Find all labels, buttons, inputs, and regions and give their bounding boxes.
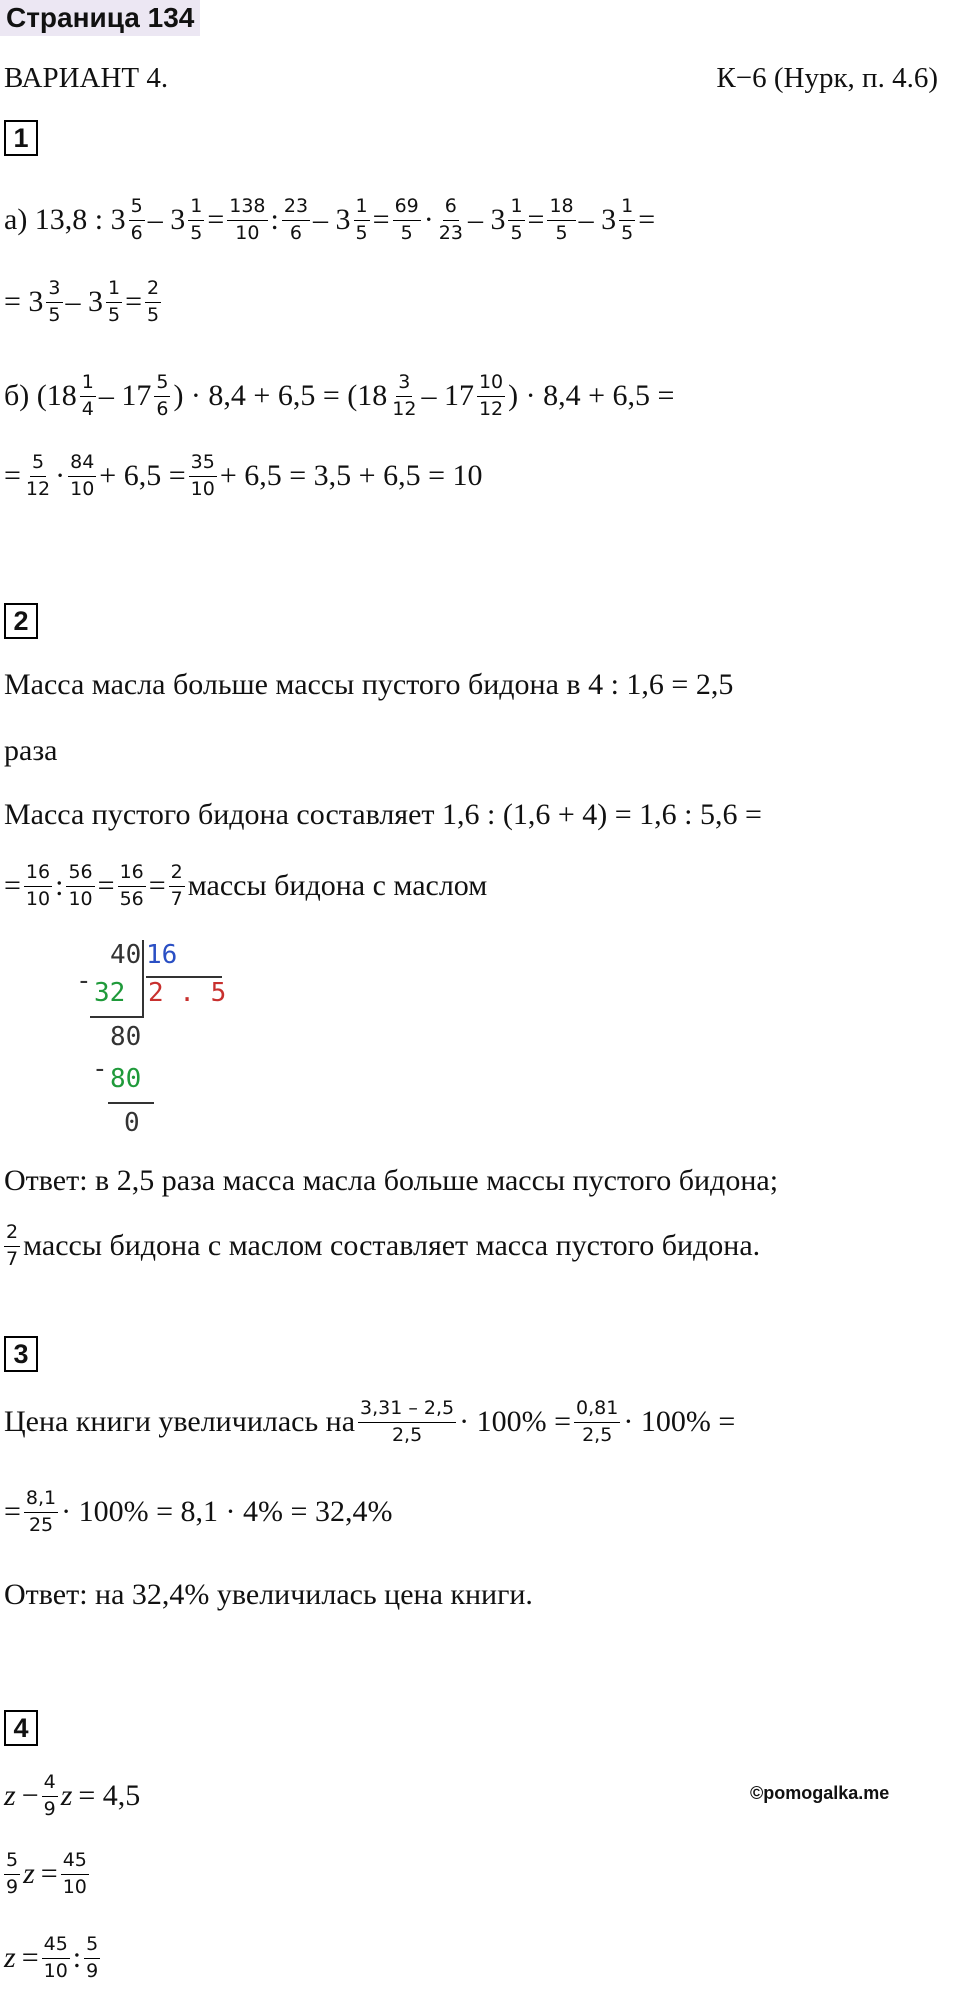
division-rule xyxy=(90,1016,144,1018)
fraction xyxy=(188,196,204,245)
text: = xyxy=(4,869,21,903)
text: = xyxy=(21,1941,39,1975)
numerator: 5 xyxy=(4,1850,20,1875)
fraction xyxy=(4,1850,20,1899)
text: · xyxy=(423,203,434,237)
denominator: 2,5 xyxy=(391,1423,423,1446)
text: – 3 xyxy=(578,203,617,237)
denominator: 12 xyxy=(478,397,504,420)
numerator: 5 xyxy=(129,196,145,221)
fraction xyxy=(42,1934,70,1983)
numerator: 35 xyxy=(189,452,217,477)
long-division xyxy=(70,940,230,1140)
division-rule xyxy=(108,1102,154,1104)
dividend: 40 xyxy=(110,940,142,970)
variable: z xyxy=(60,1779,73,1813)
fraction xyxy=(282,196,310,245)
numerator: 45 xyxy=(42,1934,70,1959)
numerator: 1 xyxy=(619,196,635,221)
fraction xyxy=(227,196,267,245)
denominator: 5 xyxy=(48,303,61,326)
denominator: 10 xyxy=(62,1875,87,1898)
text: – 3 xyxy=(467,203,506,237)
text: – 3 xyxy=(65,285,104,319)
numerator: 1 xyxy=(106,278,122,303)
fraction xyxy=(154,372,170,421)
text: – 3 xyxy=(313,203,351,237)
text: + 6,5 = 3,5 + 6,5 = 10 xyxy=(219,459,483,493)
denominator: 56 xyxy=(119,887,144,910)
variable: z xyxy=(4,1779,16,1813)
denominator: 5 xyxy=(510,221,523,244)
fraction xyxy=(169,862,185,911)
denominator: 5 xyxy=(400,221,413,244)
numerator: 3 xyxy=(396,372,412,397)
denominator: 9 xyxy=(86,1959,99,1982)
text: · xyxy=(55,459,66,493)
text: = xyxy=(125,285,143,319)
denominator: 7 xyxy=(6,1247,19,1270)
numerator: 3,31 – 2,5 xyxy=(358,1398,456,1423)
page-title: Страница 134 xyxy=(0,0,200,36)
fraction xyxy=(80,372,96,421)
text: = xyxy=(527,203,545,237)
text: = xyxy=(207,203,225,237)
task-number: 4 xyxy=(4,1710,38,1746)
numerator: 16 xyxy=(118,862,146,887)
numerator: 1 xyxy=(188,196,204,221)
text: = xyxy=(372,203,390,237)
denominator: 9 xyxy=(6,1875,19,1898)
denominator: 7 xyxy=(170,887,183,910)
numerator: 84 xyxy=(68,452,96,477)
source-label: К−6 (Нурк, п. 4.6) xyxy=(716,62,938,94)
text: : xyxy=(270,203,279,237)
fraction xyxy=(42,1772,58,1821)
text: : xyxy=(72,1941,82,1975)
fraction xyxy=(24,1488,58,1537)
fraction xyxy=(106,278,122,327)
subtrahend: 32 xyxy=(94,978,126,1008)
text-line: Масса пустого бидона составляет 1,6 : (1,6 + 4) = 1,6 : 5,6 = xyxy=(4,798,762,831)
denominator: 5 xyxy=(190,221,203,244)
text: массы бидона с маслом составляет масса пустого бидона. xyxy=(23,1229,761,1263)
text: ) · 8,4 + 6,5 = xyxy=(508,379,675,413)
denominator: 5 xyxy=(108,303,121,326)
subtrahend: 80 xyxy=(110,1064,142,1094)
fraction xyxy=(118,862,146,911)
fraction xyxy=(4,1222,20,1271)
fraction xyxy=(66,862,94,911)
numerator: 1 xyxy=(354,196,370,221)
equation-line xyxy=(4,372,674,421)
text: = xyxy=(148,869,166,903)
numerator: 16 xyxy=(24,862,52,887)
equation-line xyxy=(4,278,164,327)
denominator: 5 xyxy=(621,221,634,244)
text: = xyxy=(4,459,21,493)
divisor: 16 xyxy=(146,940,178,970)
denominator: 5 xyxy=(147,303,160,326)
text: = 3 xyxy=(4,285,44,319)
variable: z xyxy=(23,1857,35,1891)
numerator: 8,1 xyxy=(24,1488,58,1513)
denominator: 10 xyxy=(68,887,93,910)
text: б) (18 xyxy=(4,379,77,413)
task-number: 1 xyxy=(4,120,38,156)
variant-label: ВАРИАНТ 4. xyxy=(4,62,169,94)
fraction xyxy=(24,862,52,911)
answer-line: Ответ: в 2,5 раза масса масла больше массы пустого бидона; xyxy=(4,1164,779,1197)
denominator: 10 xyxy=(70,477,95,500)
fraction xyxy=(390,372,418,421)
watermark: ©pomogalka.me xyxy=(750,1783,890,1803)
text: ) · 8,4 + 6,5 = (18 xyxy=(173,379,388,413)
numerator: 138 xyxy=(227,196,267,221)
text: а) 13,8 : 3 xyxy=(4,203,126,237)
fraction xyxy=(189,452,217,501)
minus-sign: - xyxy=(76,966,92,996)
fraction xyxy=(437,196,465,245)
denominator: 12 xyxy=(25,477,51,500)
fraction xyxy=(129,196,145,245)
text: Цена книги увеличилась на xyxy=(4,1405,356,1439)
denominator: 10 xyxy=(25,887,51,910)
text: : xyxy=(55,869,64,903)
denominator: 10 xyxy=(43,1959,68,1982)
fraction xyxy=(508,196,524,245)
task-number: 3 xyxy=(4,1336,38,1372)
numerator: 5 xyxy=(154,372,170,397)
task-number: 2 xyxy=(4,603,38,639)
numerator: 45 xyxy=(61,1850,89,1875)
text: = xyxy=(638,203,656,237)
denominator: 25 xyxy=(28,1513,54,1536)
equation-line xyxy=(4,1398,735,1447)
fraction xyxy=(46,278,62,327)
numerator: 23 xyxy=(282,196,310,221)
variable: z xyxy=(4,1941,16,1975)
fraction xyxy=(619,196,635,245)
fraction xyxy=(24,452,52,501)
text-line: Масса масла больше массы пустого бидона в 4 : 1,6 = 2,5 xyxy=(4,668,734,701)
remainder-line: 80 xyxy=(110,1022,142,1052)
text: − xyxy=(21,1779,39,1813)
numerator: 1 xyxy=(80,372,96,397)
denominator: 10 xyxy=(235,221,260,244)
numerator: 2 xyxy=(4,1222,20,1247)
fraction xyxy=(354,196,370,245)
numerator: 2 xyxy=(145,278,161,303)
fraction xyxy=(84,1934,100,1983)
fraction xyxy=(477,372,505,421)
numerator: 18 xyxy=(547,196,575,221)
denominator: 9 xyxy=(43,1797,56,1820)
final-remainder: 0 xyxy=(124,1108,140,1138)
equation-line xyxy=(4,1488,392,1537)
equation-line xyxy=(4,1934,103,1983)
numerator: 4 xyxy=(42,1772,58,1797)
numerator: 69 xyxy=(393,196,421,221)
equation-line xyxy=(4,1850,92,1899)
text: = xyxy=(97,869,115,903)
denominator: 2,5 xyxy=(582,1423,613,1446)
denominator: 5 xyxy=(355,221,368,244)
text: · 100% = 8,1 · 4% = 32,4% xyxy=(61,1495,393,1529)
answer-line: Ответ: на 32,4% увеличилась цена книги. xyxy=(4,1578,533,1611)
text: = xyxy=(4,1495,21,1529)
text-line: раза xyxy=(4,734,58,767)
fraction xyxy=(574,1398,620,1447)
numerator: 5 xyxy=(84,1934,100,1959)
equation-line xyxy=(4,452,483,501)
denominator: 6 xyxy=(289,221,302,244)
numerator: 1 xyxy=(508,196,524,221)
text: – 3 xyxy=(147,203,186,237)
denominator: 10 xyxy=(190,477,215,500)
text: массы бидона с маслом xyxy=(187,869,488,903)
fraction xyxy=(393,196,421,245)
denominator: 5 xyxy=(555,221,568,244)
denominator: 23 xyxy=(438,221,463,244)
text: – 17 xyxy=(98,379,152,413)
text: = xyxy=(40,1857,58,1891)
equation-line xyxy=(4,196,655,245)
numerator: 3 xyxy=(46,278,62,303)
denominator: 4 xyxy=(81,397,94,420)
minus-sign: - xyxy=(92,1054,108,1084)
fraction xyxy=(358,1398,456,1447)
numerator: 2 xyxy=(169,862,185,887)
text: + 6,5 = xyxy=(99,459,186,493)
quotient: 2 . 5 xyxy=(148,978,227,1008)
denominator: 12 xyxy=(392,397,417,420)
numerator: 6 xyxy=(443,196,459,221)
fraction xyxy=(61,1850,89,1899)
text: · 100% = xyxy=(459,1405,572,1439)
fraction xyxy=(68,452,96,501)
fraction xyxy=(145,278,161,327)
equation-line xyxy=(4,1772,140,1821)
answer-line xyxy=(4,1222,760,1271)
denominator: 6 xyxy=(156,397,169,420)
numerator: 10 xyxy=(477,372,505,397)
numerator: 5 xyxy=(30,452,46,477)
equation-line xyxy=(4,862,487,911)
division-vertical-line xyxy=(142,940,144,1016)
numerator: 56 xyxy=(66,862,94,887)
text: · 100% = xyxy=(623,1405,736,1439)
denominator: 6 xyxy=(130,221,143,244)
text: – 17 xyxy=(421,379,474,413)
numerator: 0,81 xyxy=(574,1398,620,1423)
fraction xyxy=(547,196,575,245)
text: = 4,5 xyxy=(78,1779,141,1813)
